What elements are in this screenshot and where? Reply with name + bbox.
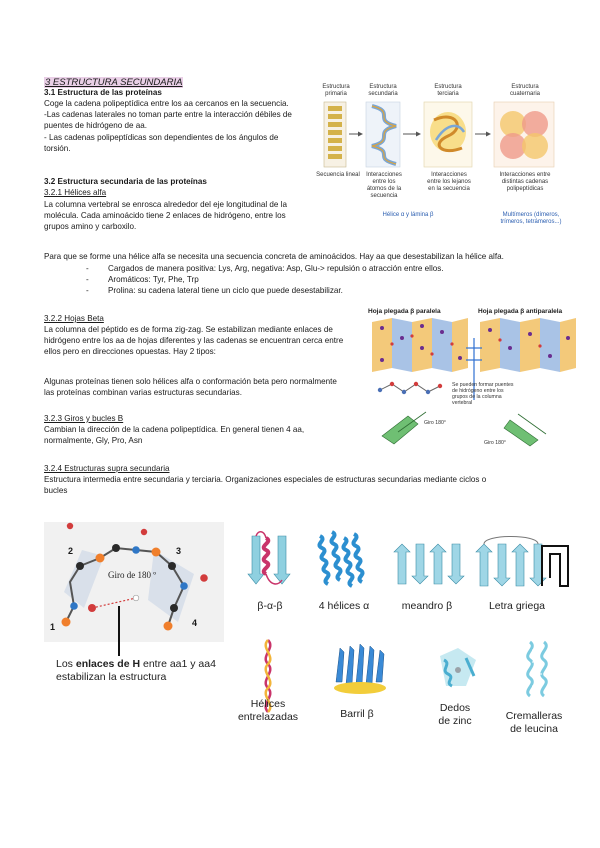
list-item: - Prolina: su cadena lateral tiene un ciclo que puede desestabilizar.	[86, 286, 343, 296]
section-3-2-4-body	[44, 474, 564, 496]
antiparallel-sheet-title: Hoja plegada β antiparalela	[478, 308, 563, 315]
list-item: - Cargados de manera positiva: Lys, Arg, negativa: Asp, Glu-> repulsión o atracción entre ellos.	[86, 264, 444, 273]
text-line: normalmente, Gly, Pro, Asn	[44, 436, 143, 446]
text-line: Estructura intermedia entre secundaria y terciaria. Organizaciones especiales de estructuras secundarias mediante ciclos o	[44, 475, 487, 484]
text-line: -Las cadenas laterales no toman parte entre la interacción débiles de	[44, 110, 292, 120]
level-caption: Interacciones entre los lejanos en la secuencia	[427, 172, 471, 192]
motif-label-meander: meandro β	[401, 600, 453, 612]
section-3-2-1-body	[44, 199, 314, 233]
helix-paragraph: Para que se forme una hélice alfa se necesita una secuencia concreta de aminoácidos. Hay aa que desestabilizan la hélice alfa.	[44, 252, 504, 261]
motifs-figure	[237, 530, 572, 740]
text-line: - Las cadenas polipeptídicas son dependientes de los ángulos de	[44, 132, 279, 142]
level-caption: Secuencia lineal	[316, 172, 360, 178]
section-3-2-3-heading: 3.2.3 Giros y bucles B	[44, 414, 124, 423]
section-3-2-heading: 3.2 Estructura secundaria de las proteínas	[44, 177, 207, 186]
level-caption: Interacciones entre distintas cadenas polipeptídicas	[499, 172, 551, 192]
text-line: molécula. Cada aminoácido tiene 2 enlaces de hidrógeno, entre los	[44, 211, 286, 221]
text-line: La columna vertebral se enrosca alrededor del eje longitudinal de la	[44, 200, 287, 209]
beta-turn-figure	[44, 522, 224, 642]
motif-label-zinc-finger: Dedos de zinc	[438, 702, 472, 727]
text-line: grupos amino y carboxilo.	[44, 222, 137, 232]
pointer-line	[118, 606, 120, 656]
level-header: Estructura primaria	[322, 84, 350, 97]
text-line: hidrógeno entre los aa de hojas diferentes y las cadenas se encuentran cerca entre	[44, 336, 344, 346]
hbond-note: Se pueden formar puentes de hidrógeno entre los grupos de la columna vertebral	[452, 382, 514, 406]
quaternary-note: Multímeros (dímeros, trímeros, tetrámeros...)	[500, 212, 562, 225]
section-3-1-heading: 3.1 Estructura de las proteínas	[44, 88, 162, 97]
section-3-2-1-heading: 3.2.1 Hélices alfa	[44, 188, 107, 197]
motif-label-coiled-coil: Hélices entrelazadas	[237, 698, 299, 723]
text-line: las proteínas combinan varias estructuras secundarias.	[44, 388, 242, 398]
protein-structure-levels-figure	[316, 84, 566, 229]
parallel-sheet-title: Hoja plegada β paralela	[368, 308, 441, 315]
turn-caption: Los enlaces de H entre aa1 y aa4 estabilizan la estructura	[56, 658, 216, 683]
turn-note-right: Giro 180°	[484, 440, 506, 446]
helix-bullet-list	[86, 263, 568, 297]
text-line: torsión.	[44, 143, 71, 153]
structure-levels-illustration	[316, 84, 566, 229]
section-3-2-2-extra	[44, 376, 364, 398]
section-3-2-3-body	[44, 424, 344, 446]
motif-label-greek-key: Letra griega	[488, 600, 546, 612]
section-3-2-2-heading: 3.2.2 Hojas Beta	[44, 314, 104, 323]
level-header: Estructura cuaternaria	[509, 84, 541, 97]
text-line: puentes de hidrógeno de aa.	[44, 121, 148, 131]
residue-number-1: 1	[50, 622, 56, 632]
residue-number-3: 3	[176, 546, 182, 556]
text-line: Algunas proteínas tienen solo hélices alfa o conformación beta pero normalmente	[44, 377, 337, 386]
text-line: ellos pero en direcciones opuestas. Hay 2 tipos:	[44, 347, 216, 357]
level-header: Estructura secundaria	[368, 84, 398, 97]
residue-number-4: 4	[192, 618, 198, 628]
text-line: La columna del péptido es de forma zig-zag. Se estabilizan mediante enlaces de	[44, 325, 333, 334]
turn-note-left: Giro 180°	[424, 420, 446, 426]
residue-number-2: 2	[68, 546, 74, 556]
secondary-note: Hélice α y lámina β	[382, 212, 434, 218]
text-line: bucles	[44, 486, 68, 496]
section-3-1-body	[44, 98, 324, 154]
turn-angle-label: Giro de 180 º	[108, 570, 157, 580]
motif-label-beta-alpha-beta: β-α-β	[257, 600, 283, 612]
beta-sheet-figure	[368, 308, 578, 456]
text-line: Cambian la dirección de la cadena polipeptídica. En general tienen 4 aa,	[44, 425, 305, 434]
level-header: Estructura terciaria	[434, 84, 462, 97]
page-title: 3 ESTRUCTURA SECUNDARIA	[45, 77, 183, 88]
level-caption: Interacciones entre los átomos de la secuencia	[366, 172, 402, 199]
text-line: Coge la cadena polipeptídica entre los aa cercanos en la secuencia.	[44, 99, 289, 108]
motif-label-four-helices: 4 hélices α	[318, 600, 370, 612]
list-item: - Aromáticos: Tyr, Phe, Trp	[86, 275, 199, 285]
section-3-2-4-heading: 3.2.4 Estructuras supra secundaria	[44, 464, 170, 473]
motif-label-barrel: Barril β	[340, 708, 374, 720]
motif-label-leucine-zipper: Cremalleras de leucina	[505, 710, 563, 735]
section-3-2-2-body	[44, 324, 364, 358]
